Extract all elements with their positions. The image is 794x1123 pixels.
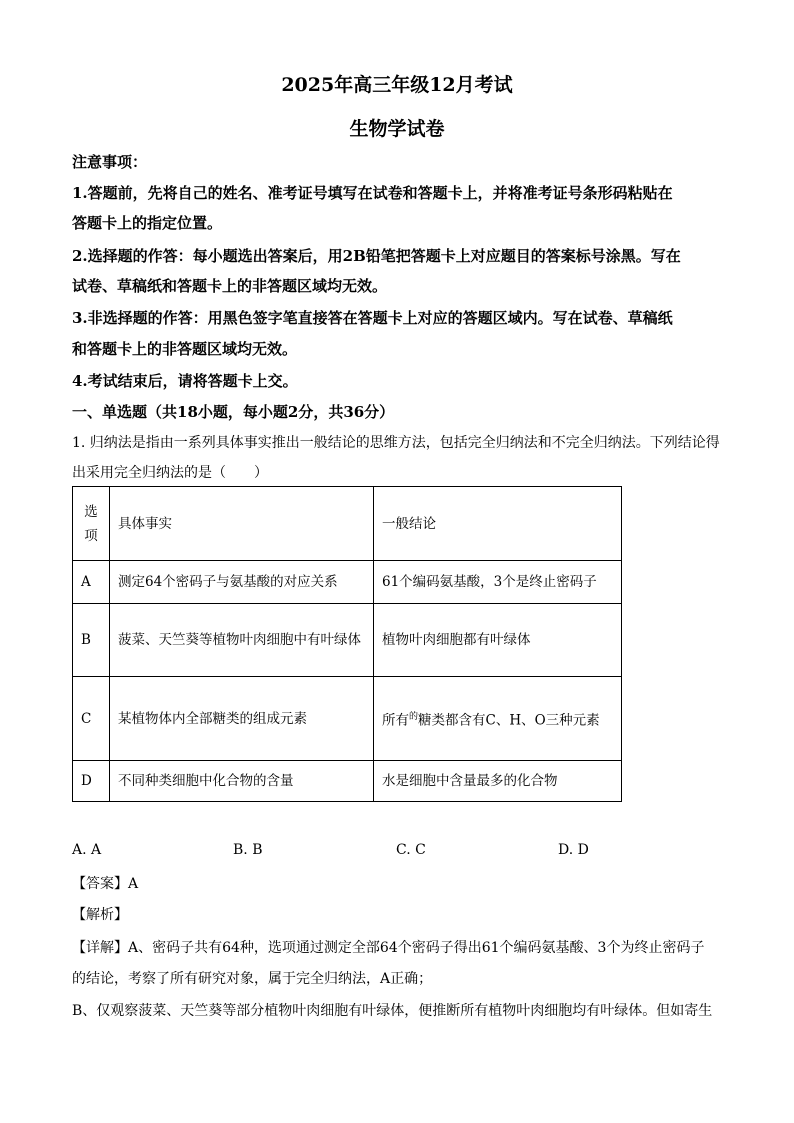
analysis-label: 【解析】 <box>72 907 128 923</box>
table-cell-conclusion <box>374 677 622 761</box>
detail-text: 【详解】A、密码子共有64种，选项通过测定全部64个密码子得出61个编码氨基酸、3个为终止密码子 <box>72 940 705 956</box>
table-row <box>73 677 622 761</box>
notice-line: 答题卡上的指定位置。 <box>72 214 223 232</box>
detail-text: B、仅观察菠菜、天竺葵等部分植物叶肉细胞有叶绿体，便推断所有植物叶肉细胞均有叶绿体。但如寄生 <box>72 1003 713 1019</box>
table-cell-fact: 某植物体内全部糖类的组成元素 <box>110 677 374 761</box>
section-heading: 一、单选题（共18小题，每小题2分，共36分） <box>72 403 395 421</box>
table-cell-option: D <box>73 761 110 802</box>
choice-c: C. C <box>396 842 426 858</box>
choice-b: B. B <box>233 842 263 858</box>
notice-line: 和答题卡上的非答题区域均无效。 <box>72 340 298 358</box>
table-cell-fact: 测定64个密码子与氨基酸的对应关系 <box>110 561 374 604</box>
table-cell-option: A <box>73 561 110 604</box>
detail-text: 的结论，考察了所有研究对象，属于完全归纳法，A正确； <box>72 971 433 987</box>
notice-heading: 注意事项： <box>72 153 148 171</box>
conclusion-text: 糖类都含有C、H、O三种元素 <box>418 712 600 729</box>
table-cell-option: C <box>73 677 110 761</box>
table-cell-option: B <box>73 604 110 677</box>
table-cell-fact: 不同种类细胞中化合物的含量 <box>110 761 374 802</box>
exam-subtitle: 生物学试卷 <box>349 118 445 140</box>
superscript-char: 的 <box>409 711 419 722</box>
choice-a: A. A <box>72 842 102 858</box>
choice-d: D. D <box>558 842 589 858</box>
conclusion-text: 所有 <box>382 712 409 729</box>
notice-line: 4.考试结束后，请将答题卡上交。 <box>72 372 298 390</box>
table-cell-conclusion: 水是细胞中含量最多的化合物 <box>374 761 622 802</box>
table-header-row <box>73 487 622 561</box>
exam-title: 2025年高三年级12月考试 <box>281 74 513 96</box>
answer-line: 【答案】A <box>72 876 139 892</box>
table-header-cell: 具体事实 <box>110 487 374 561</box>
question-stem: 1. 归纳法是指由一系列具体事实推出一般结论的思维方法，包括完全归纳法和不完全归纳法。下列结论得 <box>72 435 720 451</box>
notice-line: 试卷、草稿纸和答题卡上的非答题区域均无效。 <box>72 277 388 295</box>
question-stem: 出采用完全归纳法的是（ ） <box>72 465 268 481</box>
table-header-cell: 选 项 <box>73 487 110 561</box>
notice-line: 2.选择题的作答：每小题选出答案后，用2B铅笔把答题卡上对应题目的答案标号涂黑。写在 <box>72 247 681 265</box>
table-row <box>73 561 622 604</box>
table-cell-conclusion: 植物叶肉细胞都有叶绿体 <box>374 604 622 677</box>
question-table <box>72 486 622 802</box>
table-row <box>73 604 622 677</box>
notice-line: 1.答题前，先将自己的姓名、准考证号填写在试卷和答题卡上，并将准考证号条形码粘贴在 <box>72 184 673 202</box>
notice-line: 3.非选择题的作答：用黑色签字笔直接答在答题卡上对应的答题区域内。写在试卷、草稿纸 <box>72 309 673 327</box>
table-cell-conclusion: 61个编码氨基酸，3个是终止密码子 <box>374 561 622 604</box>
table-header-cell: 一般结论 <box>374 487 622 561</box>
table-row <box>73 761 622 802</box>
table-cell-fact: 菠菜、天竺葵等植物叶肉细胞中有叶绿体 <box>110 604 374 677</box>
